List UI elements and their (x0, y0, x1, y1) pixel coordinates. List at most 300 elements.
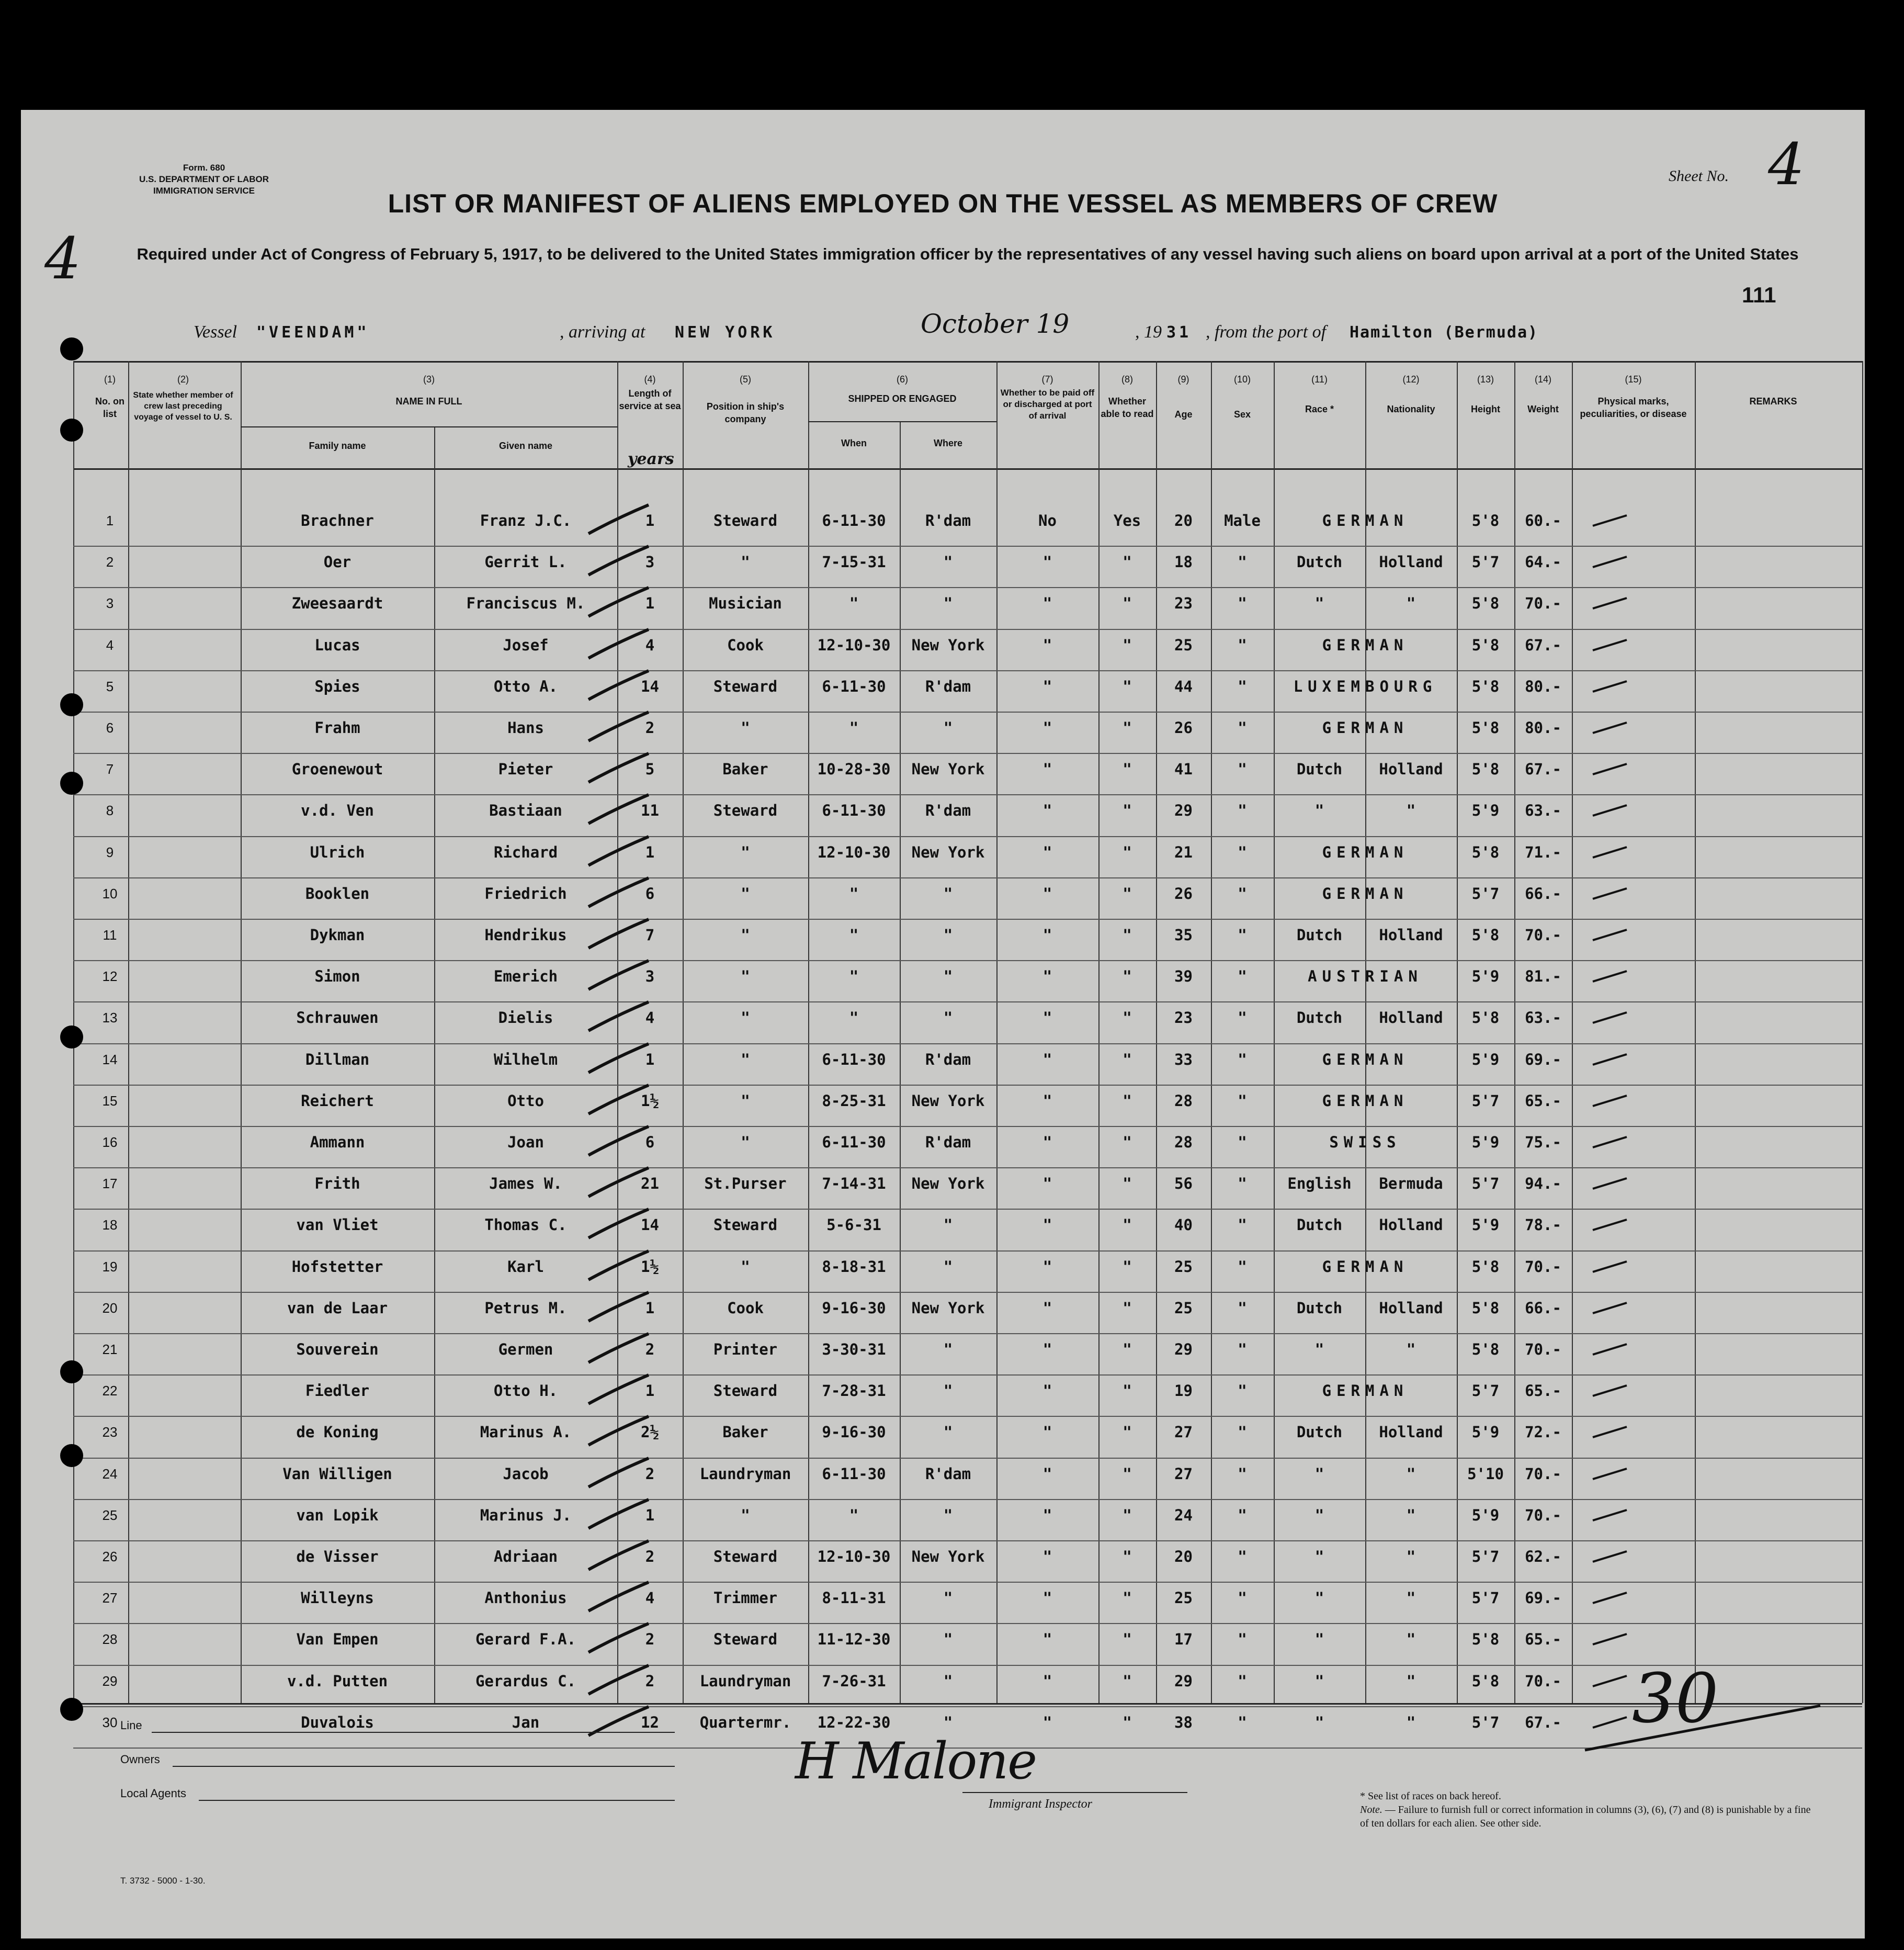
inspector-check-icon (586, 1704, 654, 1741)
cell-sex: " (1238, 843, 1247, 861)
cell-position: Steward (713, 1548, 778, 1565)
line-label: Line (120, 1719, 142, 1732)
cell-where: New York (911, 760, 985, 779)
cell-race: GERMAN (1322, 1257, 1409, 1276)
inspector-check-icon (586, 1331, 654, 1368)
cell-family: Lucas (314, 636, 360, 654)
cell-no: 7 (106, 761, 114, 777)
cell-no: 25 (102, 1507, 118, 1523)
cell-no: 12 (102, 968, 118, 985)
cell-given: Adriaan (493, 1548, 558, 1565)
cell-sex: " (1238, 1299, 1247, 1317)
cell-position: " (741, 1133, 750, 1151)
cell-family: Dillman (305, 1050, 370, 1068)
col10-num: (10) (1233, 374, 1251, 385)
cell-position: Steward (713, 1216, 778, 1234)
given-name-header: Given name (498, 441, 553, 451)
col6-num: (6) (897, 374, 908, 385)
cell-years: 1½ (641, 1257, 659, 1276)
cell-no: 17 (102, 1176, 118, 1192)
cell-race: " (1314, 594, 1324, 613)
cell-years: 1½ (641, 1091, 659, 1110)
vessel-name: "VEENDAM" (256, 323, 370, 342)
cell-nationality: " (1406, 1464, 1416, 1483)
cell-years: 2 (645, 1548, 655, 1565)
cell-no: 28 (102, 1631, 118, 1648)
cell-when: 11-12-30 (817, 1630, 891, 1649)
cell-position: Printer (713, 1340, 778, 1358)
binder-hole (60, 772, 83, 795)
cell-given: Joan (507, 1133, 544, 1151)
cell-no: 10 (102, 885, 118, 901)
check-mark-icon (1590, 1256, 1632, 1277)
cell-when: 7-26-31 (822, 1672, 886, 1690)
check-mark-icon (1590, 1298, 1632, 1318)
cell-nationality: Holland (1379, 760, 1443, 779)
inspector-check-icon (586, 502, 654, 539)
cell-years: 2 (645, 1672, 655, 1690)
cell-read: " (1123, 843, 1132, 861)
cell-age: 23 (1174, 1009, 1193, 1027)
cell-when: " (849, 1506, 859, 1524)
cell-age: 44 (1174, 677, 1193, 695)
cell-height: 5'7 (1471, 553, 1500, 571)
cell-weight: 81.- (1525, 967, 1561, 986)
cell-read: " (1123, 1423, 1132, 1441)
cell-sex: " (1238, 1216, 1247, 1234)
cell-when: 12-10-30 (817, 636, 891, 654)
cell-sex: " (1238, 1257, 1247, 1276)
cell-where: New York (911, 636, 985, 654)
cell-age: 40 (1174, 1216, 1193, 1234)
col2-header: State whether member of crew last preceding voyage of vessel to U. S. (133, 391, 233, 422)
cell-weight: 63.- (1525, 802, 1561, 820)
cell-family: Groenewout (291, 760, 383, 779)
inspector-check-icon (586, 958, 654, 995)
cell-read: " (1123, 760, 1132, 779)
check-mark-icon (1590, 635, 1632, 656)
cell-race: Dutch (1296, 926, 1343, 944)
cell-no: 2 (106, 554, 114, 570)
cell-age: 33 (1174, 1050, 1193, 1068)
row-rule (73, 1499, 1862, 1500)
col5-num: (5) (740, 374, 751, 385)
cell-given: Franciscus M. (466, 594, 585, 613)
cell-position: Steward (713, 1382, 778, 1400)
cell-race: GERMAN (1322, 843, 1409, 861)
cell-given: Dielis (498, 1009, 553, 1027)
check-mark-icon (1590, 1671, 1632, 1692)
cell-given: Bastiaan (489, 802, 562, 820)
cell-where: " (943, 1589, 953, 1607)
cell-paid: " (1042, 1589, 1052, 1607)
cell-where: New York (911, 1548, 985, 1565)
cell-race: GERMAN (1322, 1091, 1409, 1110)
cell-weight: 63.- (1525, 1009, 1561, 1027)
binder-hole (60, 1360, 83, 1383)
cell-family: van Vliet (296, 1216, 379, 1234)
cell-no: 21 (102, 1342, 118, 1357)
inspector-check-icon (586, 1414, 654, 1450)
cell-paid: " (1042, 1299, 1052, 1317)
cell-height: 5'9 (1471, 1216, 1500, 1234)
cell-family: Willeyns (301, 1589, 374, 1607)
cell-sex: " (1238, 1091, 1247, 1110)
cell-race: GERMAN (1322, 636, 1409, 654)
row-rule (73, 546, 1862, 547)
cell-paid: " (1042, 760, 1052, 779)
cell-age: 28 (1174, 1133, 1193, 1151)
cell-sex: " (1238, 1464, 1247, 1483)
check-mark-icon (1590, 717, 1632, 738)
cell-family: Hofstetter (291, 1257, 383, 1276)
arrival-date: October 19 (921, 309, 1070, 339)
cell-years: 4 (645, 1009, 655, 1027)
cell-given: Karl (507, 1257, 544, 1276)
cell-nationality: " (1406, 594, 1416, 613)
cell-position: " (741, 1506, 750, 1524)
cell-age: 38 (1174, 1713, 1193, 1731)
cell-position: " (741, 1091, 750, 1110)
row-rule (73, 1250, 1862, 1252)
cell-read: " (1123, 802, 1132, 820)
line-rule (152, 1732, 675, 1733)
col1-header: No. on list (95, 396, 124, 419)
index-number: 111 (1742, 283, 1776, 307)
cell-paid: " (1042, 1382, 1052, 1400)
cell-years: 4 (645, 636, 655, 654)
cell-read: " (1123, 1589, 1132, 1607)
cell-height: 5'8 (1471, 1299, 1500, 1317)
cell-position: Laundryman (699, 1464, 791, 1483)
cell-read: " (1123, 677, 1132, 695)
row-rule (73, 1126, 1862, 1127)
cell-family: Dykman (310, 926, 365, 944)
cell-no: 9 (106, 844, 114, 860)
cell-position: Quartermr. (699, 1713, 791, 1731)
cell-no: 30 (102, 1714, 118, 1730)
cell-sex: " (1238, 1506, 1247, 1524)
cell-race: " (1314, 802, 1324, 820)
agents-rule (199, 1800, 675, 1801)
col15-num: (15) (1625, 374, 1642, 385)
cell-read: " (1123, 1340, 1132, 1358)
cell-position: Trimmer (713, 1589, 778, 1607)
cell-where: " (943, 1382, 953, 1400)
row-rule (73, 919, 1862, 920)
inspector-check-icon (586, 917, 654, 953)
cell-nationality: " (1406, 802, 1416, 820)
cell-race: SWISS (1329, 1133, 1401, 1151)
cell-when: 6-11-30 (822, 512, 886, 529)
cell-years: 2 (645, 1464, 655, 1483)
cell-weight: 70.- (1525, 1464, 1561, 1483)
cell-years: 6 (645, 1133, 655, 1151)
cell-family: Brachner (301, 512, 374, 529)
cell-paid: " (1042, 1257, 1052, 1276)
cell-given: Hendrikus (484, 926, 567, 944)
binder-hole (60, 693, 83, 716)
cell-weight: 78.- (1525, 1216, 1561, 1234)
cell-nationality: Holland (1379, 1216, 1443, 1234)
cell-no: 4 (106, 637, 114, 653)
cell-age: 27 (1174, 1464, 1193, 1483)
column-rule (1862, 361, 1863, 1703)
cell-when: 6-11-30 (822, 677, 886, 695)
cell-weight: 65.- (1525, 1382, 1561, 1400)
row-rule (73, 712, 1862, 713)
cell-sex: " (1238, 1175, 1247, 1193)
cell-weight: 94.- (1525, 1175, 1561, 1193)
cell-age: 21 (1174, 843, 1193, 861)
cell-where: New York (911, 1091, 985, 1110)
cell-paid: " (1042, 1423, 1052, 1441)
check-mark-icon (1590, 1463, 1632, 1484)
cell-sex: " (1238, 967, 1247, 986)
cell-height: 5'9 (1471, 1050, 1500, 1068)
col9-header: Age (1174, 409, 1193, 420)
cell-when: 8-11-31 (822, 1589, 886, 1607)
inspector-check-icon (586, 1580, 654, 1616)
check-mark-icon (1590, 1629, 1632, 1650)
footnote (1360, 1789, 1820, 1830)
cell-years: 2 (645, 1630, 655, 1649)
cell-when: 7-15-31 (822, 553, 886, 571)
cell-read: " (1123, 926, 1132, 944)
cell-where: New York (911, 1299, 985, 1317)
cell-read: " (1123, 1009, 1132, 1027)
cell-family: Spies (314, 677, 360, 695)
cell-given: Richard (493, 843, 558, 861)
row-rule (73, 1623, 1862, 1624)
inspector-check-icon (586, 999, 654, 1036)
owners-label: Owners (120, 1753, 160, 1766)
cell-years: 12 (641, 1713, 659, 1731)
inspector-check-icon (586, 751, 654, 787)
cell-sex: " (1238, 760, 1247, 779)
cell-family: Schrauwen (296, 1009, 379, 1027)
cell-nationality: " (1406, 1630, 1416, 1649)
cell-years: 4 (645, 1589, 655, 1607)
cell-height: 5'7 (1471, 1713, 1500, 1731)
cell-when: 7-28-31 (822, 1382, 886, 1400)
cell-weight: 70.- (1525, 594, 1561, 613)
binder-hole (60, 1025, 83, 1049)
cell-given: Josef (503, 636, 549, 654)
cell-race: " (1314, 1589, 1324, 1607)
cell-no: 16 (102, 1134, 118, 1150)
inspector-check-icon (586, 1083, 654, 1119)
cell-given: James W. (489, 1175, 562, 1193)
cell-weight: 70.- (1525, 1506, 1561, 1524)
row-rule (73, 629, 1862, 630)
cell-race: English (1287, 1175, 1352, 1193)
cell-years: 3 (645, 967, 655, 986)
cell-height: 5'8 (1471, 926, 1500, 944)
cell-no: 6 (106, 720, 114, 736)
cell-position: Baker (722, 760, 768, 779)
cell-family: Souverein (296, 1340, 379, 1358)
cell-position: " (741, 1257, 750, 1276)
cell-paid: " (1042, 594, 1052, 613)
cell-position: Steward (713, 802, 778, 820)
check-mark-icon (1590, 1339, 1632, 1360)
cell-age: 24 (1174, 1506, 1193, 1524)
cell-weight: 69.- (1525, 1589, 1561, 1607)
cell-race: Dutch (1296, 1216, 1343, 1234)
cell-race: " (1314, 1713, 1324, 1731)
cell-position: " (741, 843, 750, 861)
cell-years: 1 (645, 1050, 655, 1068)
col9-num: (9) (1177, 374, 1189, 385)
cell-years: 7 (645, 926, 655, 944)
cell-given: Otto (507, 1091, 544, 1110)
cell-sex: " (1238, 802, 1247, 820)
cell-nationality: " (1406, 1506, 1416, 1524)
cell-given: Pieter (498, 760, 553, 779)
service-name: IMMIGRATION SERVICE (153, 186, 255, 196)
inspector-check-icon (586, 1538, 654, 1575)
cell-years: 1 (645, 512, 655, 529)
local-agents-label: Local Agents (120, 1787, 186, 1800)
cell-when: " (849, 594, 859, 613)
cell-when: 9-16-30 (822, 1299, 886, 1317)
cell-sex: " (1238, 1133, 1247, 1151)
cell-race: GERMAN (1322, 512, 1409, 529)
cell-position: Baker (722, 1423, 768, 1441)
col12-header: Nationality (1387, 404, 1435, 414)
inspector-check-icon (586, 544, 654, 580)
col6-header: SHIPPED OR ENGAGED (848, 393, 957, 404)
years-unit: years (628, 450, 674, 468)
cell-family: Frith (314, 1175, 360, 1193)
cell-where: " (943, 719, 953, 737)
subheader-rule (241, 426, 617, 427)
cell-given: Franz J.C. (480, 512, 572, 529)
cell-when: " (849, 884, 859, 903)
cell-age: 23 (1174, 594, 1193, 613)
cell-height: 5'7 (1471, 1548, 1500, 1565)
cell-family: Duvalois (301, 1713, 374, 1731)
cell-years: 2 (645, 1340, 655, 1358)
cell-no: 19 (102, 1258, 118, 1275)
cell-years: 3 (645, 553, 655, 571)
inspector-check-icon (586, 1456, 654, 1492)
check-mark-icon (1590, 1132, 1632, 1153)
col14-num: (14) (1534, 374, 1551, 385)
cell-height: 5'8 (1471, 636, 1500, 654)
row-rule (73, 587, 1862, 588)
inspector-check-icon (586, 1248, 654, 1285)
remarks-header: REMARKS (1749, 396, 1797, 407)
print-code: T. 3732 - 5000 - 1-30. (120, 1876, 206, 1886)
cell-given: Jacob (503, 1464, 549, 1483)
cell-weight: 72.- (1525, 1423, 1561, 1441)
inspector-check-icon (586, 1207, 654, 1243)
cell-height: 5'8 (1471, 1340, 1500, 1358)
cell-nationality: " (1406, 1340, 1416, 1358)
cell-position: Cook (727, 636, 764, 654)
total-underline (1580, 1700, 1826, 1758)
from-port: Hamilton (Bermuda) (1350, 323, 1539, 342)
cell-sex: " (1238, 1382, 1247, 1400)
cell-where: " (943, 1009, 953, 1027)
column-rule (1695, 361, 1696, 1703)
check-mark-icon (1590, 925, 1632, 945)
row-rule (73, 753, 1862, 754)
cell-family: Frahm (314, 719, 360, 737)
races-note: * See list of races on back hereof. (1360, 1790, 1501, 1802)
inspector-check-icon (586, 709, 654, 746)
vessel-line (194, 309, 1865, 350)
col11-header: Race * (1305, 404, 1334, 414)
cell-read: " (1123, 884, 1132, 903)
check-mark-icon (1590, 551, 1632, 572)
row-rule (73, 1416, 1862, 1417)
cell-sex: " (1238, 1050, 1247, 1068)
cell-age: 18 (1174, 553, 1193, 571)
family-name-header: Family name (309, 441, 366, 451)
cell-paid: " (1042, 1133, 1052, 1151)
column-rule (128, 361, 129, 1703)
cell-age: 27 (1174, 1423, 1193, 1441)
col4-num: (4) (644, 374, 656, 385)
cell-position: Steward (713, 677, 778, 695)
cell-age: 29 (1174, 802, 1193, 820)
check-mark-icon (1590, 800, 1632, 821)
cell-where: " (943, 884, 953, 903)
cell-where: R'dam (925, 1133, 971, 1151)
cell-race: AUSTRIAN (1308, 967, 1423, 986)
cell-sex: " (1238, 553, 1247, 571)
cell-where: " (943, 553, 953, 571)
cell-height: 5'8 (1471, 594, 1500, 613)
cell-nationality: " (1406, 1548, 1416, 1565)
cell-where: " (943, 1423, 953, 1441)
cell-paid: " (1042, 1009, 1052, 1027)
cell-years: 1 (645, 843, 655, 861)
cell-no: 14 (102, 1051, 118, 1067)
cell-where: " (943, 967, 953, 986)
cell-height: 5'8 (1471, 1630, 1500, 1649)
cell-sex: " (1238, 636, 1247, 654)
check-mark-icon (1590, 1049, 1632, 1070)
cell-where: " (943, 1340, 953, 1358)
cell-when: 12-10-30 (817, 1548, 891, 1565)
cell-weight: 71.- (1525, 843, 1561, 861)
cell-years: 1 (645, 1382, 655, 1400)
cell-years: 5 (645, 760, 655, 779)
inspector-check-icon (586, 1372, 654, 1409)
cell-height: 5'10 (1467, 1464, 1504, 1483)
cell-where: " (943, 594, 953, 613)
cell-no: 23 (102, 1424, 118, 1440)
cell-paid: " (1042, 802, 1052, 820)
cell-sex: " (1238, 594, 1247, 613)
cell-race: GERMAN (1322, 884, 1409, 903)
cell-no: 26 (102, 1549, 118, 1564)
cell-where: R'dam (925, 1050, 971, 1068)
note-text: — Failure to furnish full or correct information in columns (3), (6), (7) and (8) is punishable by a fine of ten dollars for each alien. See other side. (1360, 1804, 1811, 1829)
cell-position: " (741, 553, 750, 571)
cell-sex: " (1238, 1340, 1247, 1358)
cell-race: GERMAN (1322, 719, 1409, 737)
col2-num: (2) (177, 374, 189, 385)
cell-family: de Koning (296, 1423, 379, 1441)
cell-paid: " (1042, 1672, 1052, 1690)
row-rule (73, 1582, 1862, 1583)
cell-nationality: Holland (1379, 926, 1443, 944)
